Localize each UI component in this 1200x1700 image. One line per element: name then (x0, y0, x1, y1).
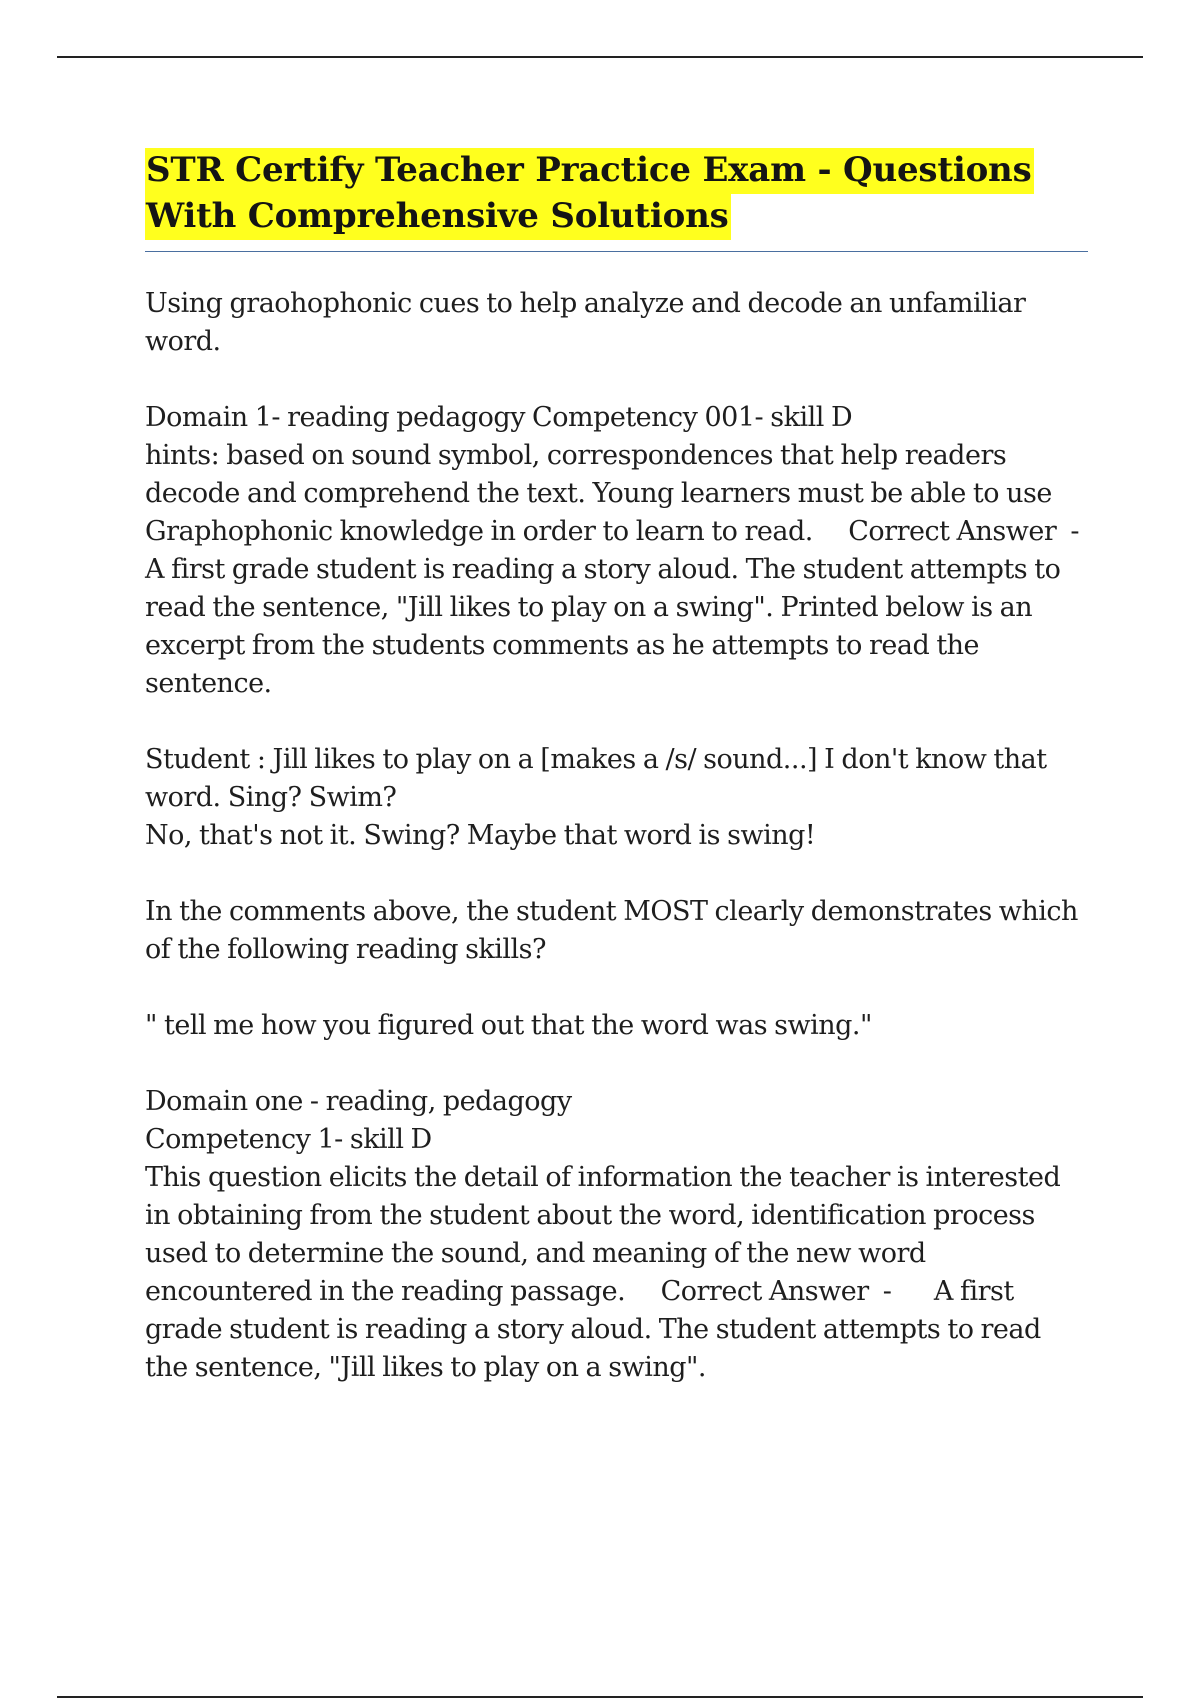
question-paragraph-1: Using graohophonic cues to help analyze and decode an unfamiliar word. (145, 288, 1033, 357)
page-top-rule (57, 56, 1143, 58)
document-body (145, 285, 1090, 1387)
document-content (145, 147, 1090, 1387)
document-title (145, 147, 1090, 239)
answer-paragraph-1: Domain 1- reading pedagogy Competency 001- skill D hints: based on sound symbol, correspondences that help readers decode and comprehend the text. Young learners must be able to use Graphophonic knowledge in order to learn to read. Correct Answer - A first grade student is reading a story aloud. The student attempts to read the sentence, "Jill likes to play on a swing". Printed below is an excerpt from the students comments as he attempts to read the sentence. (145, 402, 1080, 699)
page-bottom-rule (57, 1696, 1143, 1698)
student-excerpt: Student : Jill likes to play on a [makes a /s/ sound...] I don't know that word. Sing? Swim? No, that's not it. Swing? Maybe that word is swing! (145, 744, 1047, 851)
title-underline (145, 251, 1088, 252)
title-highlight: STR Certify Teacher Practice Exam - Questions With Comprehensive Solutions (145, 148, 1034, 240)
question-prompt: In the comments above, the student MOST clearly demonstrates which of the following reading skills? (145, 896, 1085, 965)
answer-paragraph-2: Domain one - reading, pedagogy Competency 1- skill D This question elicits the detail of information the teacher is interested in obtaining from the student about the word, identification process used to determine the sound, and meaning of the new word encountered in the reading passage. Correct Answer - A first grade student is reading a story aloud. The student attempts to read the sentence, "Jill likes to play on a swing". (145, 1086, 1061, 1383)
question-paragraph-2: " tell me how you figured out that the word was swing." (145, 1010, 872, 1041)
